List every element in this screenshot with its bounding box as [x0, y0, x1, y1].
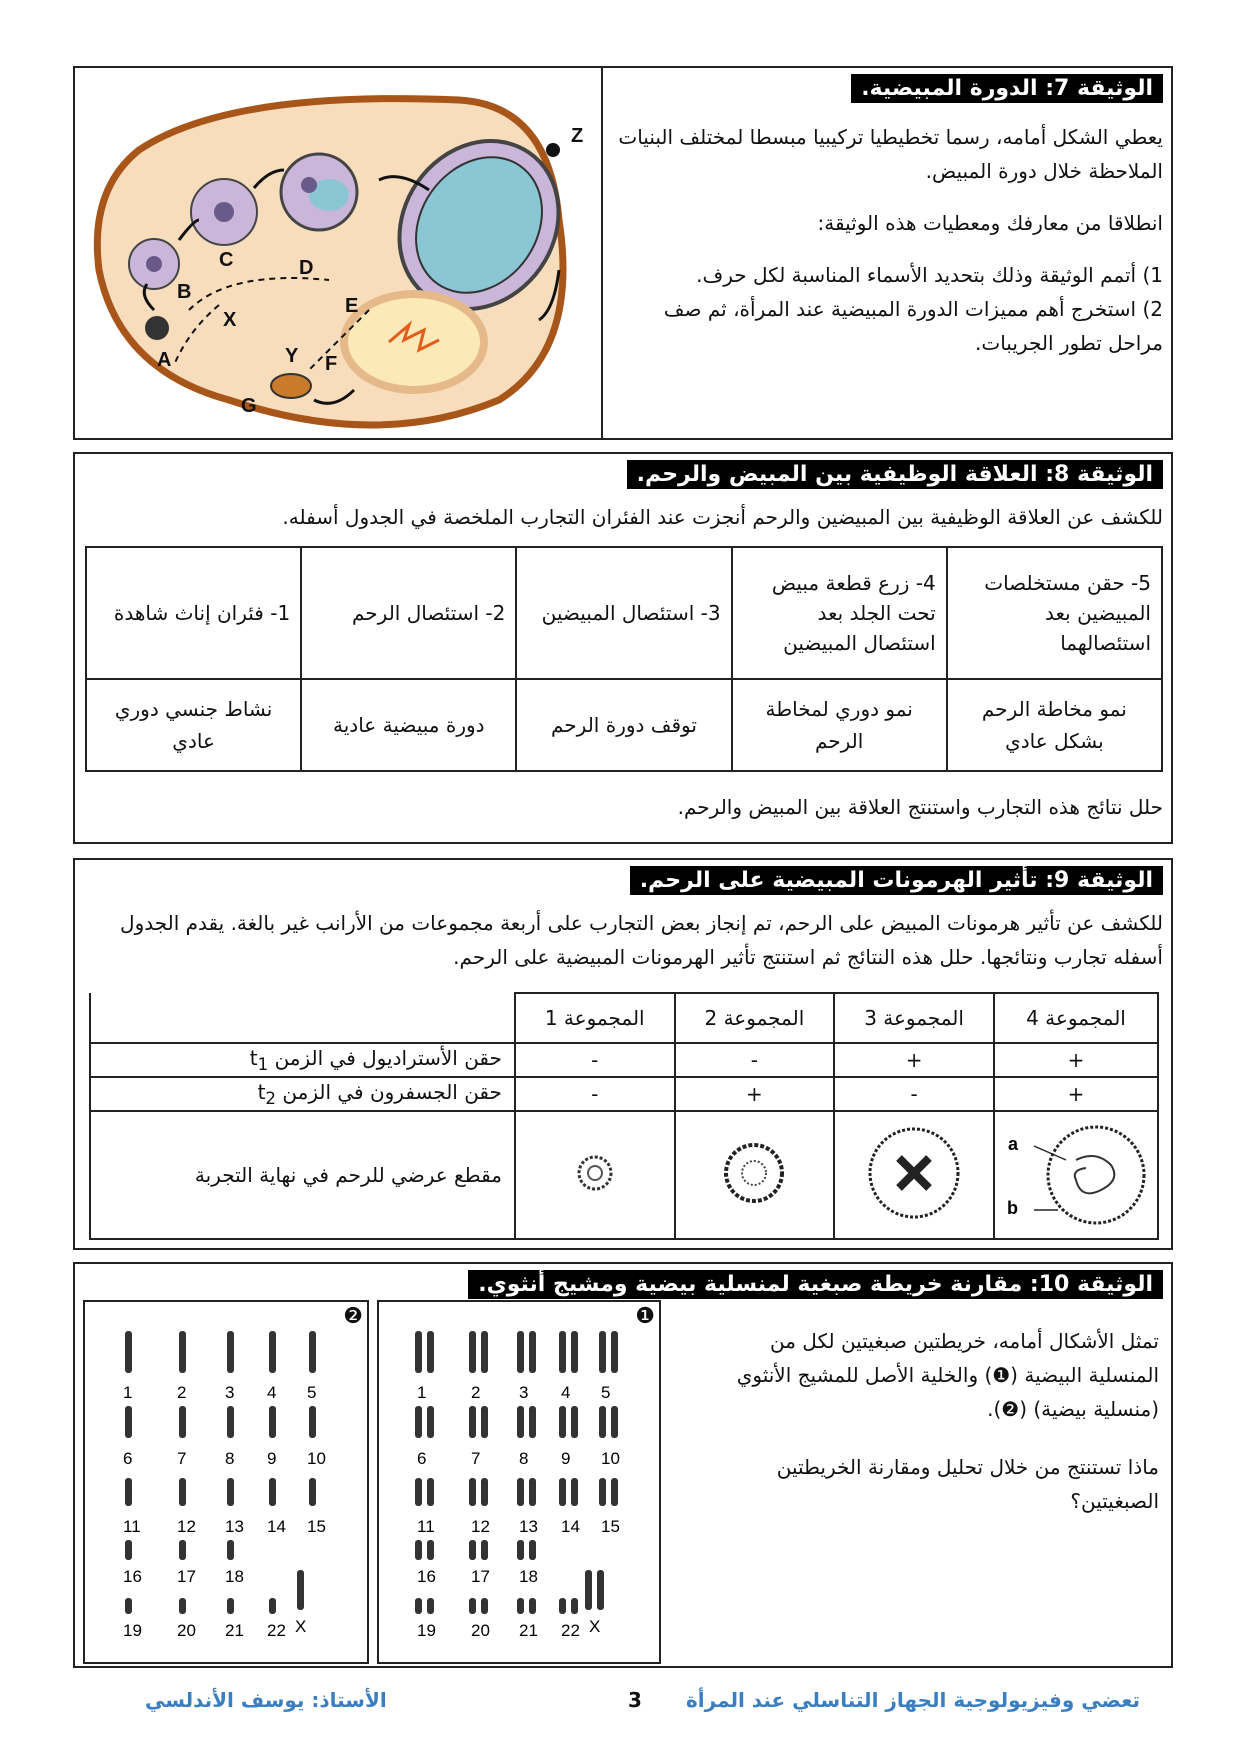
chromosome-number: 1 — [123, 1383, 133, 1402]
chromosome — [427, 1331, 434, 1373]
chromosome-number: 7 — [177, 1449, 187, 1468]
doc7-intro: يعطي الشكل أمامه، رسما تخطيطيا تركيبيا مبسطا لمختلف البنيات الملاحظة خلال دورة المبيض. — [618, 125, 1163, 183]
result-2: دورة مبيضية عادية — [301, 679, 516, 771]
label-b: b — [1006, 1198, 1018, 1218]
chromosome — [481, 1406, 488, 1438]
chromosome — [571, 1406, 578, 1438]
chromosome-number: 12 — [177, 1517, 196, 1536]
chromosome-number: 14 — [267, 1517, 286, 1536]
chromosome — [481, 1540, 488, 1560]
chromosome — [415, 1331, 422, 1373]
chromosome — [599, 1331, 606, 1373]
chromosome-number: 5 — [601, 1383, 611, 1402]
chromosome — [571, 1598, 578, 1614]
result-5: نمو مخاطة الرحم بشكل عادي — [947, 679, 1162, 771]
chromosome-number: 14 — [561, 1517, 580, 1536]
chromosome-number: 18 — [225, 1567, 244, 1586]
chromosome — [125, 1540, 132, 1560]
chromosome — [517, 1331, 524, 1373]
doc9-box — [73, 858, 1173, 1250]
chromosome — [125, 1478, 132, 1506]
chromosome-number: 21 — [519, 1621, 538, 1640]
label-x: X — [223, 309, 237, 331]
chromosome — [481, 1598, 488, 1614]
footer-page-number: 3 — [628, 1688, 642, 1712]
doc9-corner — [90, 993, 515, 1043]
chromosome-x — [297, 1570, 304, 1610]
chromosome — [227, 1331, 234, 1373]
label-a: A — [157, 349, 172, 371]
doc9-title: الوثيقة 9: تأثير الهرمونات المبيضية على الرحم. — [630, 866, 1163, 895]
chromosome-number: 20 — [177, 1621, 196, 1640]
doc9-table — [89, 992, 1159, 1240]
chromosome-number: 3 — [225, 1383, 235, 1402]
uterus-section-group-1 — [515, 1111, 675, 1239]
label-g: G — [241, 395, 257, 417]
doc8-intro: للكشف عن العلاقة الوظيفية بين المبيضين والرحم أنجزت عند الفئران التجارب الملخصة في الجدول أسفله. — [282, 505, 1163, 529]
doc9-intro: للكشف عن تأثير هرمونات المبيض على الرحم، تم إنجاز بعض التجارب على أربعة مجموعات من الأرانب غير بالغة. يقدم الجدول أسفله تجارب ونتائجها. حلل هذه النتائج ثم استنتج تأثير الهرمونات المبيضية على الرحم. — [120, 911, 1163, 969]
chromosome — [517, 1478, 524, 1506]
doc10-title: الوثيقة 10: مقارنة خريطة صبغية لمنسلية بيضية ومشيج أنثوي. — [468, 1270, 1163, 1299]
doc7-prompt: انطلاقا من معارفك ومعطيات هذه الوثيقة: — [817, 211, 1163, 235]
chromosome — [227, 1540, 234, 1560]
chromosome-number: 8 — [225, 1449, 235, 1468]
corpus-luteum-f — [344, 294, 484, 390]
chromosome — [469, 1406, 476, 1438]
chromosome — [227, 1598, 234, 1614]
estradiol-group-4: + — [994, 1043, 1158, 1077]
experiment-3: 3- استئصال المبيضين — [516, 547, 731, 679]
chromosome-number: 16 — [417, 1567, 436, 1586]
group-1-header: المجموعة 1 — [515, 993, 675, 1043]
chromosome-x — [597, 1570, 604, 1610]
marker-2: ❷ — [343, 1304, 363, 1329]
chromosome — [179, 1478, 186, 1506]
result-3: توقف دورة الرحم — [516, 679, 731, 771]
label-y: Y — [285, 345, 299, 367]
chromosome-number: 17 — [177, 1567, 196, 1586]
experiment-5: 5- حقن مستخلصات المبيضين بعد استئصالهما — [947, 547, 1162, 679]
chromosome — [571, 1331, 578, 1373]
corpus-albicans-g — [271, 374, 311, 398]
chromosome-number: 21 — [225, 1621, 244, 1640]
chromosome — [427, 1540, 434, 1560]
experiment-1: 1- فئران إناث شاهدة — [86, 547, 301, 679]
chromosome-number: 15 — [601, 1517, 620, 1536]
chromosome — [415, 1406, 422, 1438]
chromosome — [469, 1598, 476, 1614]
chromosome-number: 10 — [601, 1449, 620, 1468]
chromosome — [227, 1406, 234, 1438]
progesterone-group-3: - — [834, 1077, 994, 1111]
chromosome — [529, 1406, 536, 1438]
chromosome — [179, 1598, 186, 1614]
chromosome-number: 2 — [177, 1383, 187, 1402]
group-3-header: المجموعة 3 — [834, 993, 994, 1043]
chromosome-number: 9 — [561, 1449, 571, 1468]
chromosome — [179, 1540, 186, 1560]
doc10-intro: تمثل الأشكال أمامه، خريطتين صبغيتين لكل من المنسلية البيضية (❶) والخلية الأصل للمشيج الأنثوي (منسلية بيضية) (❷). — [736, 1329, 1159, 1421]
chromosome — [269, 1331, 276, 1373]
progesterone-group-2: + — [675, 1077, 835, 1111]
chromosome — [469, 1331, 476, 1373]
chromosome-number: 7 — [471, 1449, 481, 1468]
uterus-section-label: مقطع عرضي للرحم في نهاية التجربة — [90, 1111, 515, 1239]
chromosome — [427, 1406, 434, 1438]
doc7-title: الوثيقة 7: الدورة المبيضية. — [851, 74, 1163, 103]
chromosome — [309, 1478, 316, 1506]
uterus-section-group-4 — [994, 1111, 1158, 1239]
chromosome-number: 1 — [417, 1383, 427, 1402]
chromosome-number: 4 — [267, 1383, 277, 1402]
chromosome-number: 6 — [123, 1449, 133, 1468]
doc7-question-1: 1) أتمم الوثيقة وذلك بتحديد الأسماء المناسبة لكل حرف. — [696, 263, 1163, 287]
doc7-question-2: 2) استخرج أهم مميزات الدورة المبيضية عند المرأة، ثم صف مراحل تطور الجريبات. — [663, 297, 1163, 355]
marker-1: ❶ — [635, 1304, 655, 1329]
chromosome-number: 22 — [267, 1621, 286, 1640]
chromosome-number: 2 — [471, 1383, 481, 1402]
group-4-header: المجموعة 4 — [994, 993, 1158, 1043]
chromosome-number: 22 — [561, 1621, 580, 1640]
chromosome — [559, 1478, 566, 1506]
chromosome-number: X — [295, 1617, 307, 1636]
chromosome-number: 6 — [417, 1449, 427, 1468]
chromosome — [517, 1540, 524, 1560]
karyotype-1-chromosomes — [379, 1302, 659, 1662]
doc10-box — [73, 1262, 1173, 1668]
chromosome-number: 13 — [225, 1517, 244, 1536]
karyotype-2 — [83, 1300, 369, 1664]
chromosome — [415, 1598, 422, 1614]
chromosome-number: 19 — [123, 1621, 142, 1640]
chromosome — [309, 1406, 316, 1438]
chromosome — [599, 1406, 606, 1438]
chromosome — [559, 1598, 566, 1614]
chromosome — [427, 1478, 434, 1506]
footer-author: الأستاذ: يوسف الأندلسي — [145, 1688, 387, 1712]
chromosome — [227, 1478, 234, 1506]
chromosome — [611, 1406, 618, 1438]
estradiol-group-3: + — [834, 1043, 994, 1077]
chromosome — [269, 1406, 276, 1438]
chromosome — [559, 1331, 566, 1373]
estradiol-label: حقن الأستراديول في الزمن $t_1$ — [90, 1043, 515, 1077]
progesterone-group-4: + — [994, 1077, 1158, 1111]
label-z: Z — [571, 125, 584, 147]
chromosome-number: 5 — [307, 1383, 317, 1402]
doc7-box — [73, 66, 1173, 440]
label-a: a — [1007, 1134, 1018, 1154]
chromosome — [481, 1331, 488, 1373]
chromosome — [599, 1478, 606, 1506]
label-c: C — [219, 249, 234, 271]
follicle-a — [145, 316, 169, 340]
chromosome — [469, 1540, 476, 1560]
chromosome — [269, 1598, 276, 1614]
chromosome-number: 8 — [519, 1449, 529, 1468]
chromosome — [125, 1331, 132, 1373]
chromosome — [611, 1331, 618, 1373]
chromosome — [517, 1598, 524, 1614]
chromosome — [415, 1478, 422, 1506]
chromosome-number: 11 — [123, 1517, 141, 1536]
chromosome — [269, 1478, 276, 1506]
chromosome-number: 4 — [561, 1383, 571, 1402]
chromosome — [179, 1406, 186, 1438]
chromosome — [427, 1598, 434, 1614]
result-1: نشاط جنسي دوري عادي — [86, 679, 301, 771]
experiment-2: 2- استئصال الرحم — [301, 547, 516, 679]
chromosome-number: 9 — [267, 1449, 277, 1468]
doc8-table — [85, 546, 1163, 772]
label-e: E — [345, 295, 359, 317]
chromosome — [415, 1540, 422, 1560]
label-d: D — [299, 257, 314, 279]
karyotype-2-chromosomes — [85, 1302, 367, 1662]
label-b: B — [177, 281, 192, 303]
oocyte-z — [546, 143, 560, 157]
chromosome — [611, 1478, 618, 1506]
chromosome-x — [585, 1570, 592, 1610]
ovarian-cycle-diagram — [79, 70, 597, 436]
chromosome — [481, 1478, 488, 1506]
chromosome-number: 19 — [417, 1621, 436, 1640]
chromosome — [529, 1540, 536, 1560]
uterus-section-group-3 — [834, 1111, 994, 1239]
progesterone-group-1: - — [515, 1077, 675, 1111]
chromosome — [529, 1478, 536, 1506]
uterus-section-group-2 — [675, 1111, 835, 1239]
chromosome — [179, 1331, 186, 1373]
doc10-question: ماذا تستنتج من خلال تحليل ومقارنة الخريطتين الصبغيتين؟ — [776, 1455, 1159, 1513]
doc8-title: الوثيقة 8: العلاقة الوظيفية بين المبيض والرحم. — [627, 460, 1163, 489]
experiment-4: 4- زرع قطعة مبيض تحت الجلد بعد استئصال المبيضين — [732, 547, 947, 679]
chromosome-number: 20 — [471, 1621, 490, 1640]
chromosome — [571, 1478, 578, 1506]
chromosome — [517, 1406, 524, 1438]
doc7-divider — [601, 68, 603, 438]
progesterone-label: حقن الجسفرون في الزمن $t_2$ — [90, 1077, 515, 1111]
chromosome-number: 12 — [471, 1517, 490, 1536]
chromosome-number: 16 — [123, 1567, 142, 1586]
chromosome — [309, 1331, 316, 1373]
estradiol-group-1: - — [515, 1043, 675, 1077]
chromosome — [125, 1598, 132, 1614]
group-2-header: المجموعة 2 — [675, 993, 835, 1043]
chromosome-number: 15 — [307, 1517, 326, 1536]
chromosome — [469, 1478, 476, 1506]
chromosome-number: 10 — [307, 1449, 326, 1468]
chromosome-number: 18 — [519, 1567, 538, 1586]
chromosome-number: 3 — [519, 1383, 529, 1402]
label-f: F — [325, 353, 338, 375]
result-4: نمو دوري لمخاطة الرحم — [732, 679, 947, 771]
estradiol-group-2: - — [675, 1043, 835, 1077]
footer-course-title: تعضي وفيزيولوجية الجهاز التناسلي عند المرأة — [685, 1688, 1140, 1712]
chromosome — [125, 1406, 132, 1438]
karyotype-1 — [377, 1300, 661, 1664]
chromosome — [529, 1331, 536, 1373]
doc8-box — [73, 452, 1173, 844]
doc8-question: حلل نتائج هذه التجارب واستنتج العلاقة بين المبيض والرحم. — [677, 795, 1163, 819]
chromosome-number: 11 — [417, 1517, 435, 1536]
chromosome — [559, 1406, 566, 1438]
chromosome-number: X — [589, 1617, 601, 1636]
chromosome-number: 17 — [471, 1567, 490, 1586]
chromosome — [529, 1598, 536, 1614]
chromosome-number: 13 — [519, 1517, 538, 1536]
